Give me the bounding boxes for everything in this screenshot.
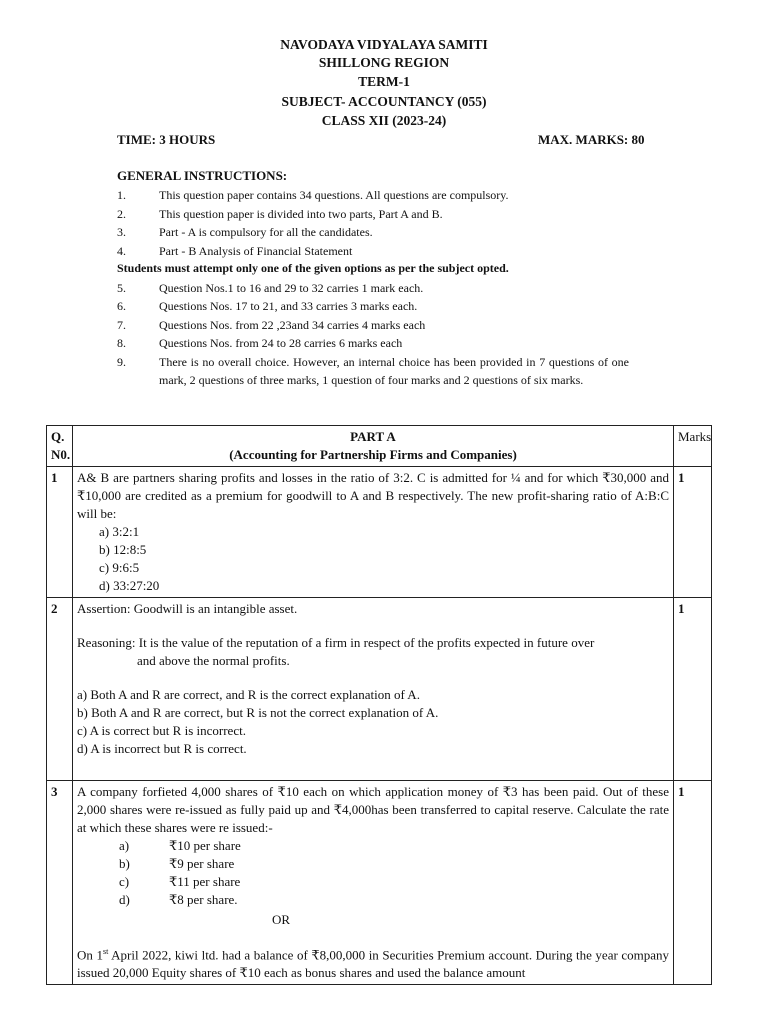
reasoning-continuation: and above the normal profits. xyxy=(137,653,290,668)
option: c) ₹11 per share xyxy=(119,874,241,889)
option: d) 33:27:20 xyxy=(99,578,160,593)
option: b) Both A and R are correct, but R is not the correct explanation of A. xyxy=(77,705,439,720)
option: a) Both A and R are correct, and R is the correct explanation of A. xyxy=(77,687,420,702)
instructions-bold-note: Students must attempt only one of the given options as per the subject opted. xyxy=(117,261,509,275)
options-list xyxy=(77,523,669,595)
question-number: 3 xyxy=(47,781,73,985)
header-region: SHILLONG REGION xyxy=(318,55,450,70)
option: a) ₹10 per share xyxy=(119,838,241,853)
header-subject: SUBJECT- ACCOUNTANCY (055) xyxy=(281,94,487,109)
instructions-heading: GENERAL INSTRUCTIONS: xyxy=(117,168,288,183)
reasoning-text: Reasoning: It is the value of the reputation of a firm in respect of the profits expected in future over xyxy=(77,635,595,650)
option: d) A is incorrect but R is correct. xyxy=(77,741,247,756)
max-marks-label: MAX. MARKS: 80 xyxy=(538,132,645,147)
part-title: PART A xyxy=(350,429,396,444)
or-separator: OR xyxy=(272,912,291,927)
option: b) 12:8:5 xyxy=(99,542,147,557)
table-row xyxy=(47,781,712,985)
question-body xyxy=(73,467,674,598)
options-list xyxy=(77,837,669,909)
question-table xyxy=(46,425,712,985)
qno-column-header: Q. N0. xyxy=(47,426,73,467)
option: d) ₹8 per share. xyxy=(119,892,238,907)
table-row xyxy=(47,598,712,781)
option: a) 3:2:1 xyxy=(99,524,140,539)
question-text: A& B are partners sharing profits and losses in the ratio of 3:2. C is admitted for ¼ and for which ₹30,000 and ₹10,000 are credited as a premium for goodwill to A and B respectively. The new profit-sharing ratio of A:B:C will be: xyxy=(77,470,669,521)
header-class: CLASS XII (2023-24) xyxy=(321,113,447,128)
option: c) 9:6:5 xyxy=(99,560,140,575)
question-number: 2 xyxy=(47,598,73,781)
question-body xyxy=(73,598,674,781)
part-header xyxy=(73,426,674,467)
part-subtitle: (Accounting for Partnership Firms and Companies) xyxy=(229,447,517,462)
header-term: TERM-1 xyxy=(358,74,410,89)
question-text: A company forfieted 4,000 shares of ₹10 each on which application money of ₹3 has been paid. Out of these 2,000 shares were re-issued as fully paid up and ₹4,000has been transferred to capital reserve. Calculate the rate at which these shares were re issued:- xyxy=(77,784,669,835)
table-header-row xyxy=(47,426,712,467)
option: b) ₹9 per share xyxy=(119,856,235,871)
table-row xyxy=(47,467,712,598)
option: c) A is correct but R is incorrect. xyxy=(77,723,246,738)
marks-value: 1 xyxy=(674,467,712,598)
question-number: 1 xyxy=(47,467,73,598)
question-body xyxy=(73,781,674,985)
marks-column-header: Marks xyxy=(674,426,712,467)
marks-value: 1 xyxy=(674,598,712,781)
header-org: NAVODAYA VIDYALAYA SAMITI xyxy=(280,37,488,52)
assertion-text: Assertion: Goodwill is an intangible asset. xyxy=(77,601,298,616)
time-label: TIME: 3 HOURS xyxy=(117,132,216,147)
alternate-question-text: On 1st April 2022, kiwi ltd. had a balance of ₹8,00,000 in Securities Premium account. During the year company issued 20,000 Equity shares of ₹10 each as bonus shares and used the balance amount xyxy=(77,947,670,981)
marks-value: 1 xyxy=(674,781,712,985)
